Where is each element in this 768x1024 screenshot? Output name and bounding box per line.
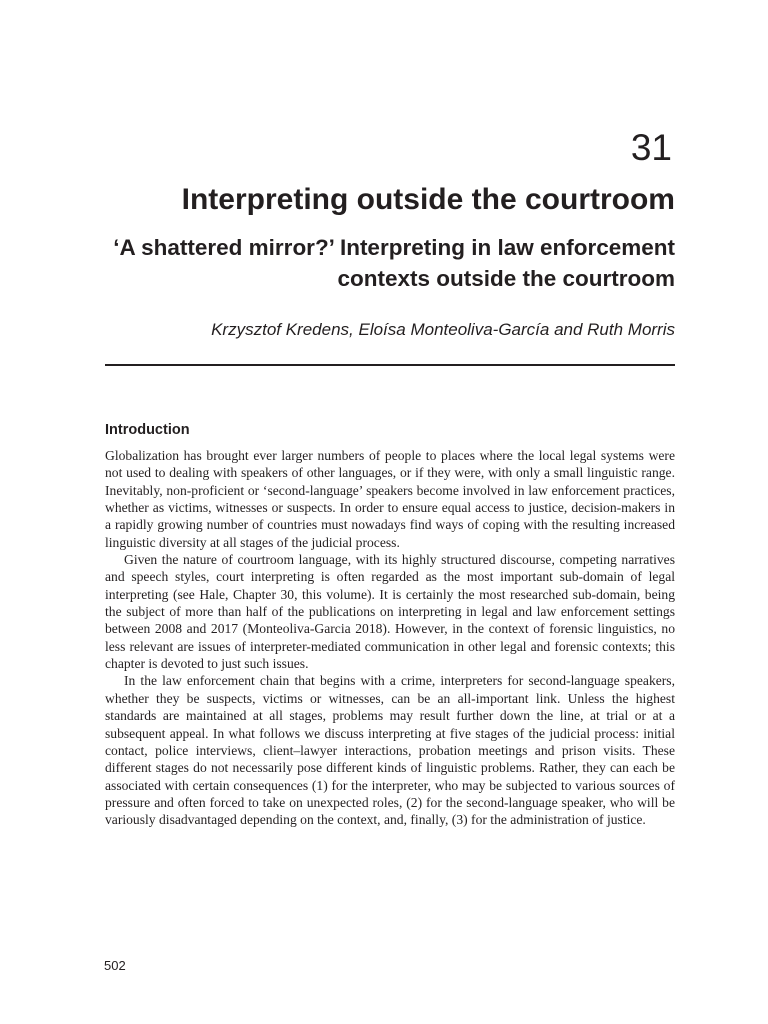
- paragraph: Globalization has brought ever larger numbers of people to places where the local legal systems were not used to dealing with speakers of other languages, or if they were, with only a small linguistic range. Inevitably, non-proficient or ‘second-language’ speakers become involved in law enforcement practices, whether as victims, witnesses or suspects. In order to ensure equal access to justice, decision-makers in a rapidly growing number of countries must nowadays find ways of coping with the resulting increased linguistic diversity at all stages of the judicial process.: [105, 448, 675, 550]
- paragraph: Given the nature of courtroom language, with its highly structured discourse, competing narratives and speech styles, court interpreting is often regarded as the most important sub-domain of legal interpreting (see Hale, Chapter 30, this volume). It is certainly the most researched sub-domain, being the subject of more than half of the publications on interpreting in legal and law enforcement settings between 2008 and 2017 (Monteoliva-Garcia 2018). However, in the context of forensic linguistics, no less relevant are issues of interpreter-mediated communication in other legal and forensic contexts; this chapter is devoted to just such issues.: [105, 552, 675, 672]
- chapter-authors: Krzysztof Kredens, Eloísa Monteoliva-García and Ruth Morris: [211, 320, 675, 339]
- chapter-number: 31: [630, 127, 672, 168]
- body-text: [105, 447, 675, 829]
- chapter-title: Interpreting outside the courtroom: [181, 183, 675, 216]
- title-divider: [105, 364, 675, 366]
- chapter-subtitle: ‘A shattered mirror?’ Interpreting in law enforcement contexts outside the courtroom: [113, 235, 675, 291]
- page-number: 502: [104, 958, 126, 973]
- section-heading: Introduction: [105, 422, 190, 438]
- paragraph: In the law enforcement chain that begins with a crime, interpreters for second-language speakers, whether they be suspects, victims or witnesses, can be an all-important link. Unless the highest standards are maintained at all stages, problems may result further down the line, at trial or at a subsequent appeal. In what follows we discuss interpreting at five stages of the judicial process: initial contact, police interviews, client–lawyer interactions, probation meetings and prison visits. These different stages do not necessarily pose different kinds of linguistic problems. Rather, they can each be associated with certain consequences (1) for the interpreter, who may be subjected to various sources of pressure and often forced to take on unexpected roles, (2) for the second-language speaker, who will be variously disadvantaged depending on the context, and, finally, (3) for the administration of justice.: [105, 673, 675, 828]
